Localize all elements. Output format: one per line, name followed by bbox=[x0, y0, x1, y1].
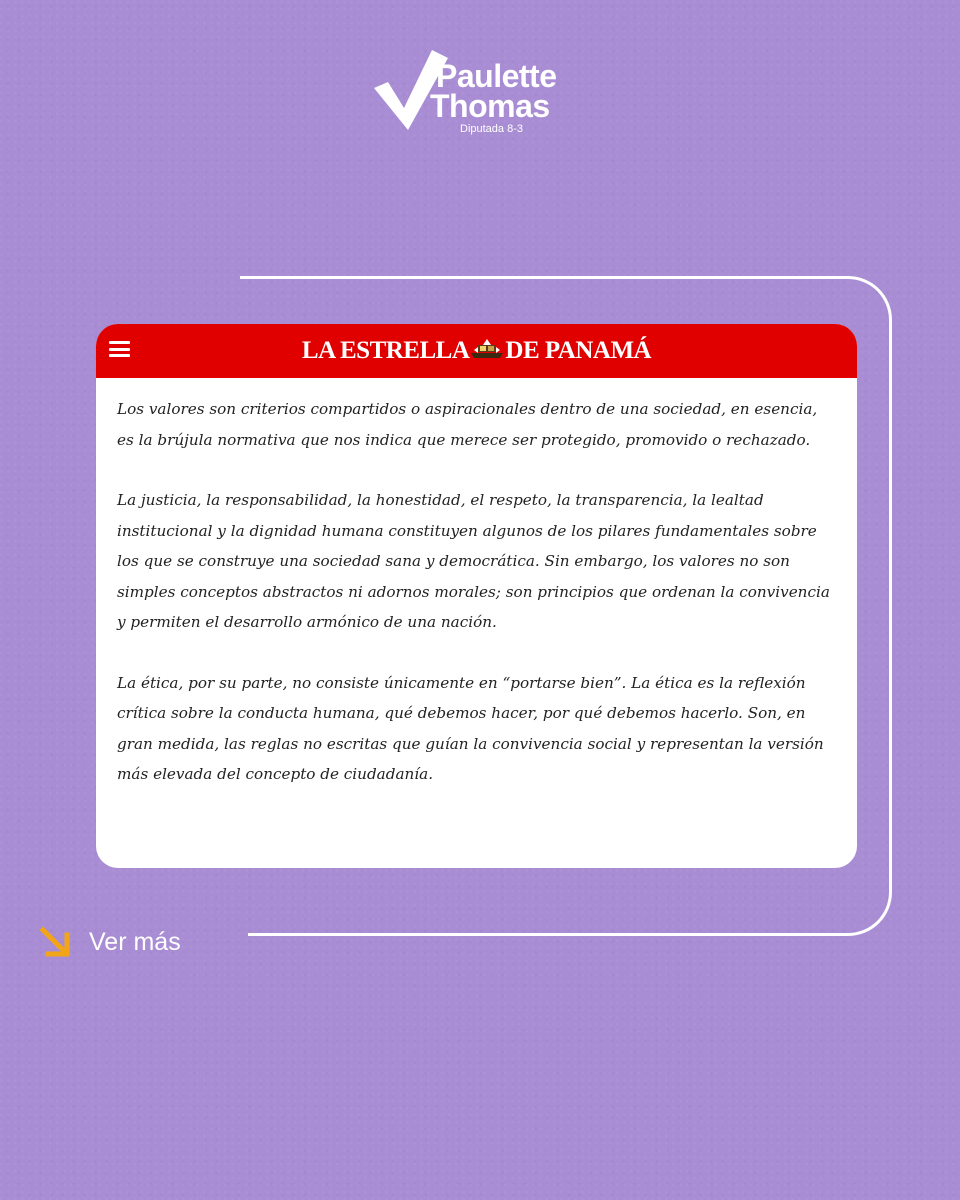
ver-mas-link[interactable] bbox=[38, 922, 181, 962]
article-paragraph-3: La ética, por su parte, no consiste únicamente en “portarse bien”. La ética es la reflexión crítica sobre la conducta humana, qué debemos hacer, por qué debemos hacerlo. Son, en gran medida, las reglas no escritas que guían la convivencia social y representan la versión más elevada del concepto de ciudadanía. bbox=[117, 673, 824, 783]
arrow-down-right-icon bbox=[38, 925, 72, 959]
masthead-right: DE PANAMÁ bbox=[505, 337, 652, 364]
brand-logo bbox=[370, 46, 600, 138]
ver-mas-label: Ver más bbox=[89, 927, 181, 956]
logo-last-name: Thomas bbox=[430, 88, 550, 124]
frame-top-line bbox=[240, 276, 850, 279]
masthead-left: LA ESTRELLA bbox=[301, 337, 470, 364]
coat-of-arms-icon bbox=[470, 338, 504, 365]
newspaper-masthead[interactable] bbox=[96, 338, 857, 365]
article-body bbox=[96, 378, 857, 790]
logo-subtitle: Diputada 8-3 bbox=[460, 123, 523, 135]
logo-first-name: Paulette bbox=[436, 58, 557, 94]
article-card bbox=[96, 324, 857, 868]
article-paragraph-1: Los valores son criterios compartidos o aspiracionales dentro de una sociedad, en esencia, es la brújula normativa que nos indica que merece ser protegido, promovido o rechazado. bbox=[117, 400, 818, 449]
newspaper-header bbox=[96, 324, 857, 378]
article-paragraph-2: La justicia, la responsabilidad, la honestidad, el respeto, la transparencia, la lealtad institucional y la dignidad humana constituyen algunos de los pilares fundamentales sobre los que se construye una sociedad sana y democrática. Sin embargo, los valores no son simples conceptos abstractos ni adornos morales; son principios que ordenan la convivencia y permiten el desarrollo armónico de una nación. bbox=[117, 491, 830, 631]
frame-bottom-line bbox=[248, 933, 848, 936]
